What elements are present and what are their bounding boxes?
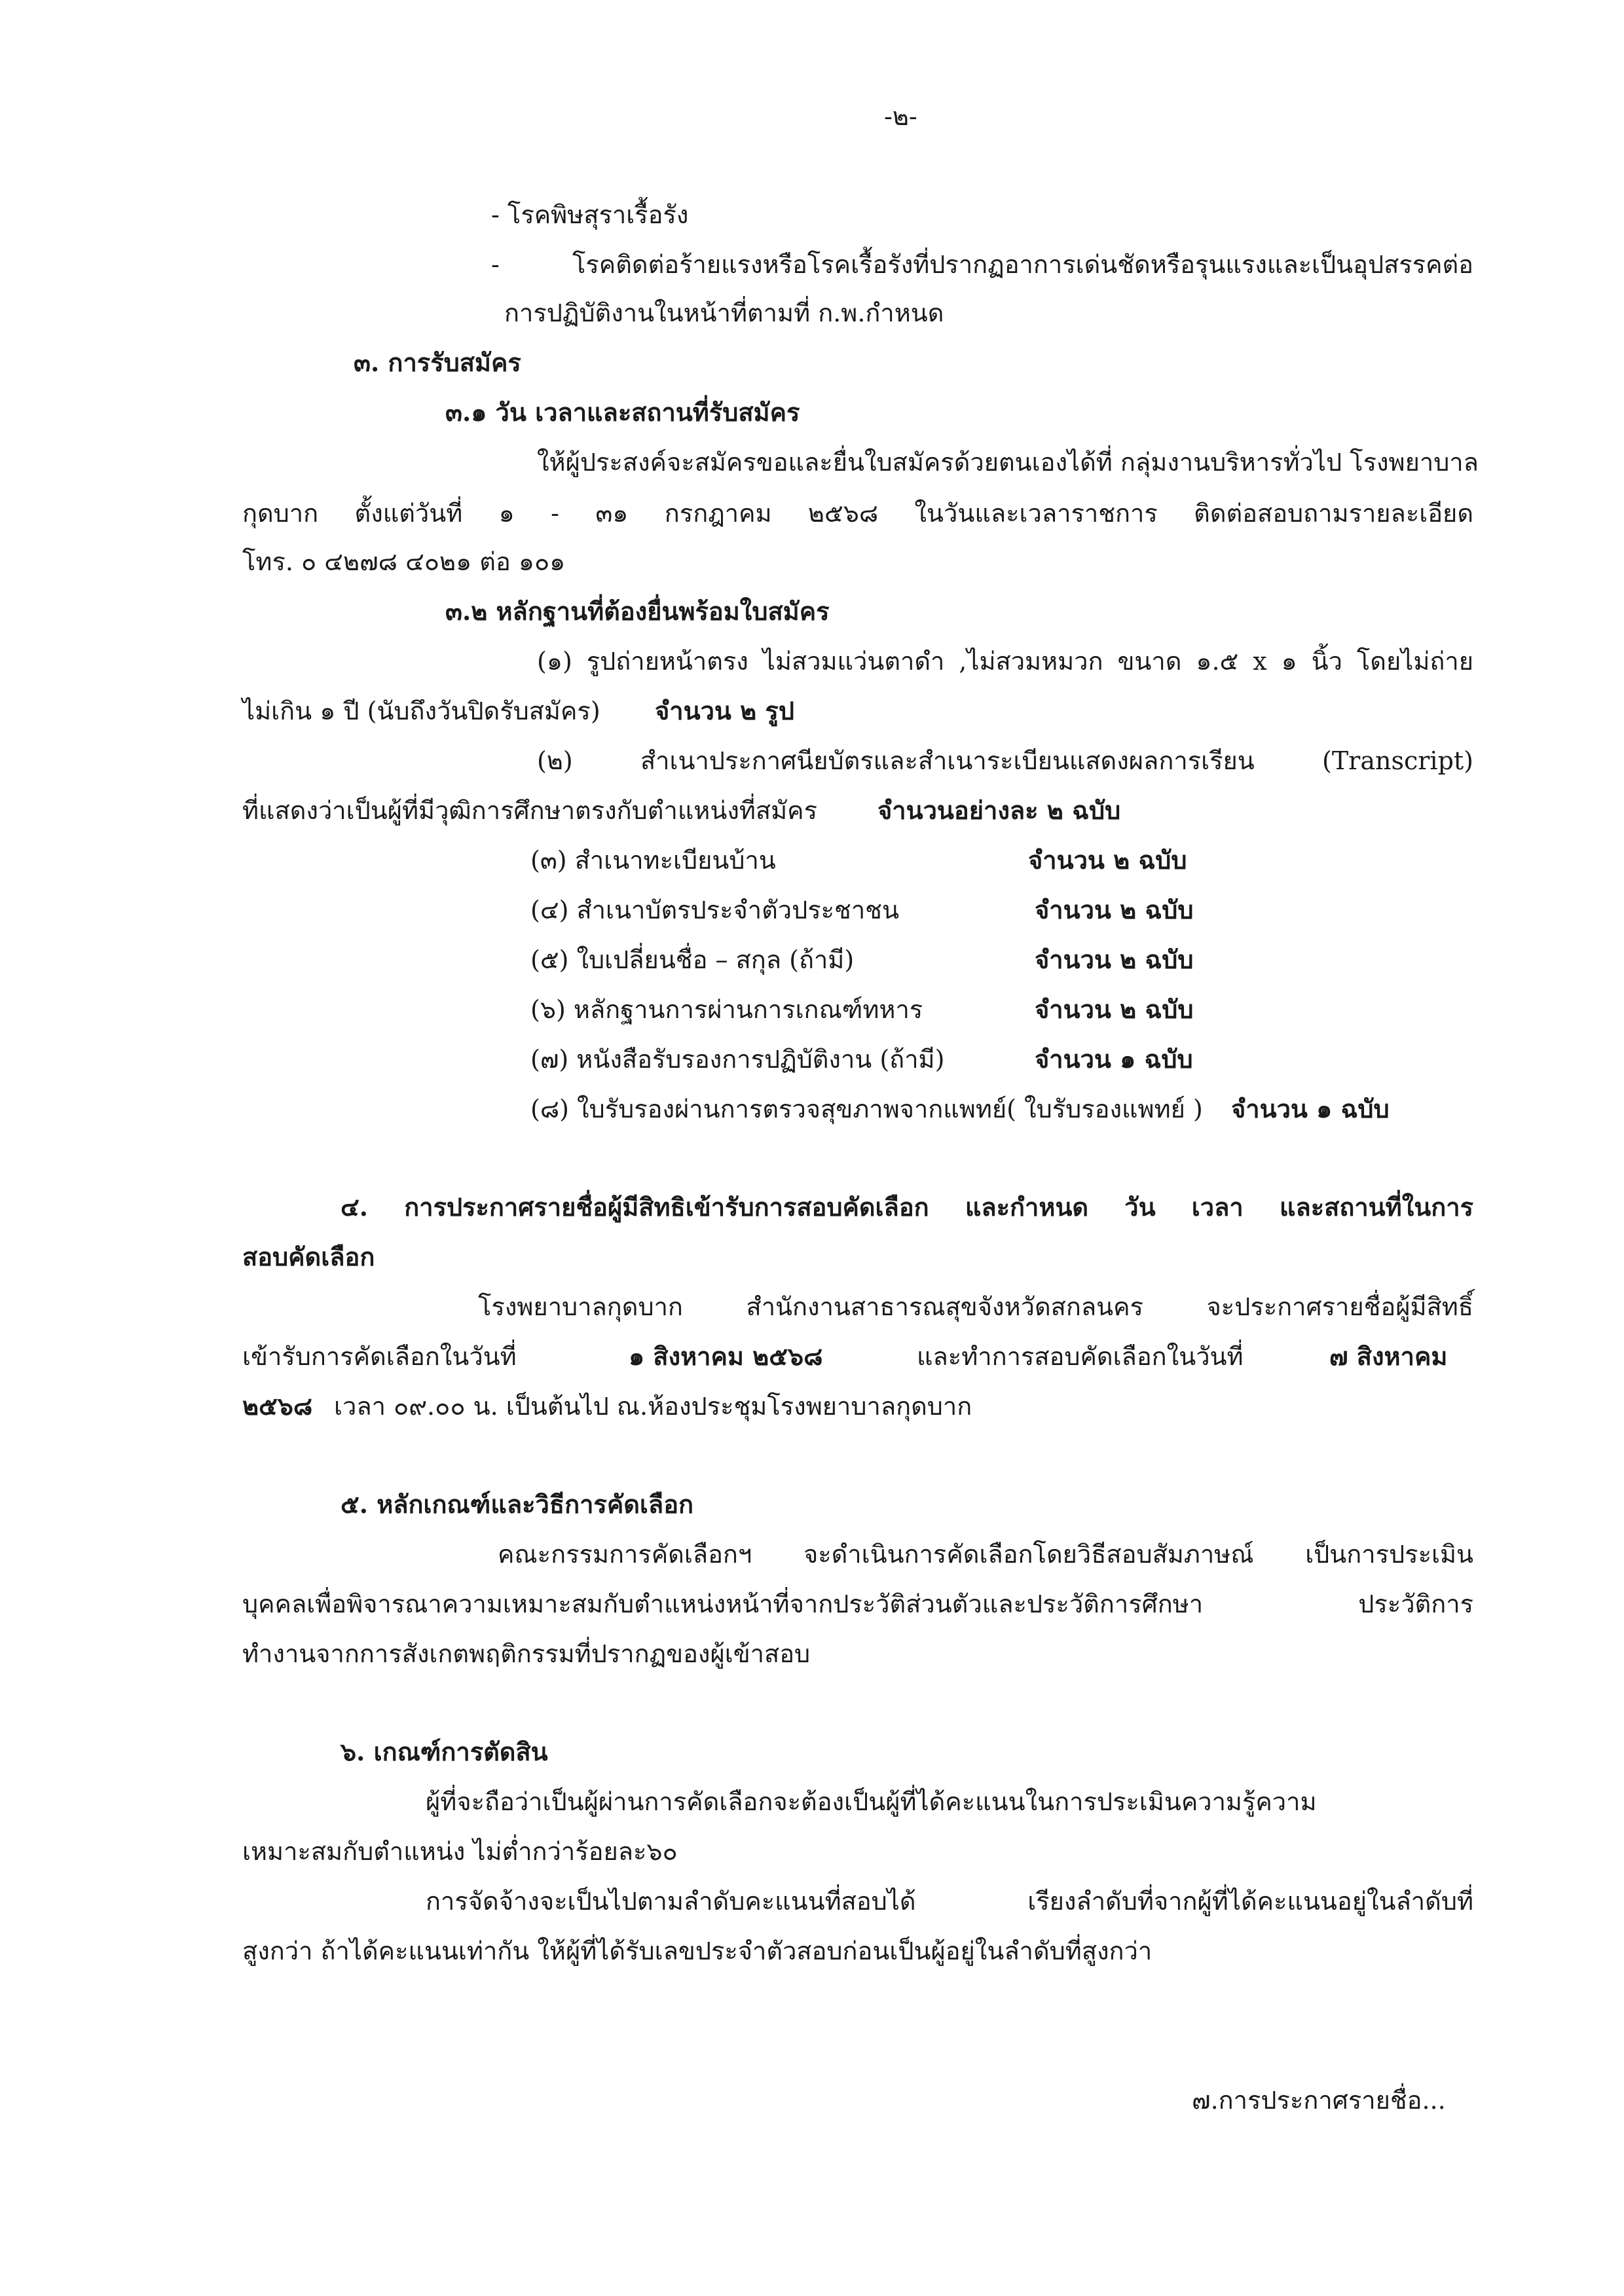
section-6-line-3: การจัดจ้างจะเป็นไปตามลำดับคะแนนที่สอบได้ เรียงลำดับที่จากผู้ที่ได้คะแนนอยู่ในลำดับที่ xyxy=(426,1887,1473,1916)
section-3-2-heading: ๓.๒ หลักฐานที่ต้องยื่นพร้อมใบสมัคร xyxy=(445,596,830,626)
section-6-line-2: เหมาะสมกับตำแหน่ง ไม่ต่ำกว่าร้อยละ๖๐ xyxy=(242,1837,678,1866)
document-item-2-line-2: ที่แสดงว่าเป็นผู้ที่มีวุฒิการศึกษาตรงกับตำแหน่งที่สมัคร xyxy=(242,796,818,825)
document-item-5-label: (๕) ใบเปลี่ยนชื่อ – สกุล (ถ้ามี) xyxy=(530,945,855,974)
section-3-1-heading: ๓.๑ วัน เวลาและสถานที่รับสมัคร xyxy=(445,397,800,427)
section-5-line-1: คณะกรรมการคัดเลือกฯ จะดำเนินการคัดเลือกโดยวิธีสอบสัมภาษณ์ เป็นการประเมิน xyxy=(498,1540,1473,1569)
section-4-heading-line-1: ๔. การประกาศรายชื่อผู้มีสิทธิเข้ารับการสอบคัดเลือก และกำหนด วัน เวลา และสถานที่ในการ xyxy=(341,1192,1473,1222)
document-item-2-count: จำนวนอย่างละ ๒ ฉบับ xyxy=(877,795,1121,825)
document-item-2-line-1: (๒) สำเนาประกาศนียบัตรและสำเนาระเบียนแสดงผลการเรียน (Transcript) xyxy=(537,746,1473,775)
section-5-line-3: ทำงานจากการสังเกตพฤติกรรมที่ปรากฏของผู้เข้าสอบ xyxy=(242,1639,811,1668)
disease-item-2-continued: การปฏิบัติงานในหน้าที่ตามที่ ก.พ.กำหนด xyxy=(504,299,944,327)
document-item-6-count: จำนวน ๒ ฉบับ xyxy=(1035,994,1194,1024)
section-4-exam-year: ๒๕๖๘ xyxy=(242,1391,313,1421)
section-5-heading: ๕. หลักเกณฑ์และวิธีการคัดเลือก xyxy=(341,1489,694,1519)
document-item-8-count: จำนวน ๑ ฉบับ xyxy=(1231,1094,1390,1123)
section-6-line-4: สูงกว่า ถ้าได้คะแนนเท่ากัน ให้ผู้ที่ได้รับเลขประจำตัวสอบก่อนเป็นผู้อยู่ในลำดับที่สูงกว่า xyxy=(242,1937,1153,1965)
disease-item-1: - โรคพิษสุราเรื้อรัง xyxy=(491,200,689,229)
disease-item-2: - โรคติดต่อร้ายแรงหรือโรคเรื้อรังที่ปรากฏอาการเด่นชัดหรือรุนแรงและเป็นอุปสรรคต่อ xyxy=(491,250,1473,279)
document-item-5-count: จำนวน ๒ ฉบับ xyxy=(1035,945,1194,974)
document-item-3-label: (๓) สำเนาทะเบียนบ้าน xyxy=(530,846,776,875)
document-item-3-count: จำนวน ๒ ฉบับ xyxy=(1028,845,1187,875)
section-4-line-2-a: เข้ารับการคัดเลือกในวันที่ xyxy=(242,1342,517,1371)
document-item-1-count: จำนวน ๒ รูป xyxy=(655,696,794,725)
document-item-4-label: (๔) สำเนาบัตรประจำตัวประชาชน xyxy=(530,896,899,924)
section-4-line-3-b: เวลา ๐๙.๐๐ น. เป็นต้นไป ณ.ห้องประชุมโรงพยาบาลกุดบาก xyxy=(334,1392,972,1421)
section-3-1-line-2: กุดบาก ตั้งแต่วันที่ ๑ - ๓๑ กรกฎาคม ๒๕๖๘ ในวันและเวลาราชการ ติดต่อสอบถามรายละเอียด xyxy=(242,499,1473,528)
document-item-4-count: จำนวน ๒ ฉบับ xyxy=(1035,895,1194,924)
section-3-heading: ๓. การรับสมัคร xyxy=(354,348,521,377)
page-number: -๒- xyxy=(884,102,917,131)
document-item-8-label: (๘) ใบรับรองผ่านการตรวจสุขภาพจากแพทย์( ใบรับรองแพทย์ ) xyxy=(530,1095,1203,1123)
section-4-exam-date: ๗ สิงหาคม xyxy=(1329,1341,1448,1371)
document-item-7-count: จำนวน ๑ ฉบับ xyxy=(1035,1044,1193,1074)
section-4-announce-date: ๑ สิงหาคม ๒๕๖๘ xyxy=(629,1341,823,1371)
section-6-line-1: ผู้ที่จะถือว่าเป็นผู้ผ่านการคัดเลือกจะต้องเป็นผู้ที่ได้คะแนนในการประเมินความรู้ความ xyxy=(426,1787,1317,1816)
section-5-line-2: บุคคลเพื่อพิจารณาความเหมาะสมกับตำแหน่งหน้าที่จากประวัติส่วนตัวและประวัติการศึกษา ประวัติการ xyxy=(242,1590,1473,1618)
document-item-7-label: (๗) หนังสือรับรองการปฏิบัติงาน (ถ้ามี) xyxy=(530,1045,945,1074)
section-4-heading-line-2: สอบคัดเลือก xyxy=(242,1242,375,1271)
section-3-1-line-1: ให้ผู้ประสงค์จะสมัครขอและยื่นใบสมัครด้วยตนเองได้ที่ กลุ่มงานบริหารทั่วไป โรงพยาบาล xyxy=(537,448,1479,477)
continuation-note: ๗.การประกาศรายชื่อ... xyxy=(1192,2086,1446,2115)
section-3-1-line-3: โทร. ๐ ๔๒๗๘ ๔๐๒๑ ต่อ ๑๐๑ xyxy=(242,547,566,576)
section-6-heading: ๖. เกณฑ์การตัดสิน xyxy=(341,1737,548,1766)
document-item-6-label: (๖) หลักฐานการผ่านการเกณฑ์ทหาร xyxy=(530,995,923,1024)
section-4-line-1: โรงพยาบาลกุดบาก สำนักงานสาธารณสุขจังหวัดสกลนคร จะประกาศรายชื่อผู้มีสิทธิ์ xyxy=(478,1292,1473,1321)
section-4-line-2-c: และทำการสอบคัดเลือกในวันที่ xyxy=(917,1342,1244,1371)
document-item-1-line-2: ไม่เกิน ๑ ปี (นับถึงวันปิดรับสมัคร) xyxy=(242,697,600,725)
document-item-1-line-1: (๑) รูปถ่ายหน้าตรง ไม่สวมแว่นตาดำ ,ไม่สวมหมวก ขนาด ๑.๕ x ๑ นิ้ว โดยไม่ถ่าย xyxy=(537,647,1473,676)
